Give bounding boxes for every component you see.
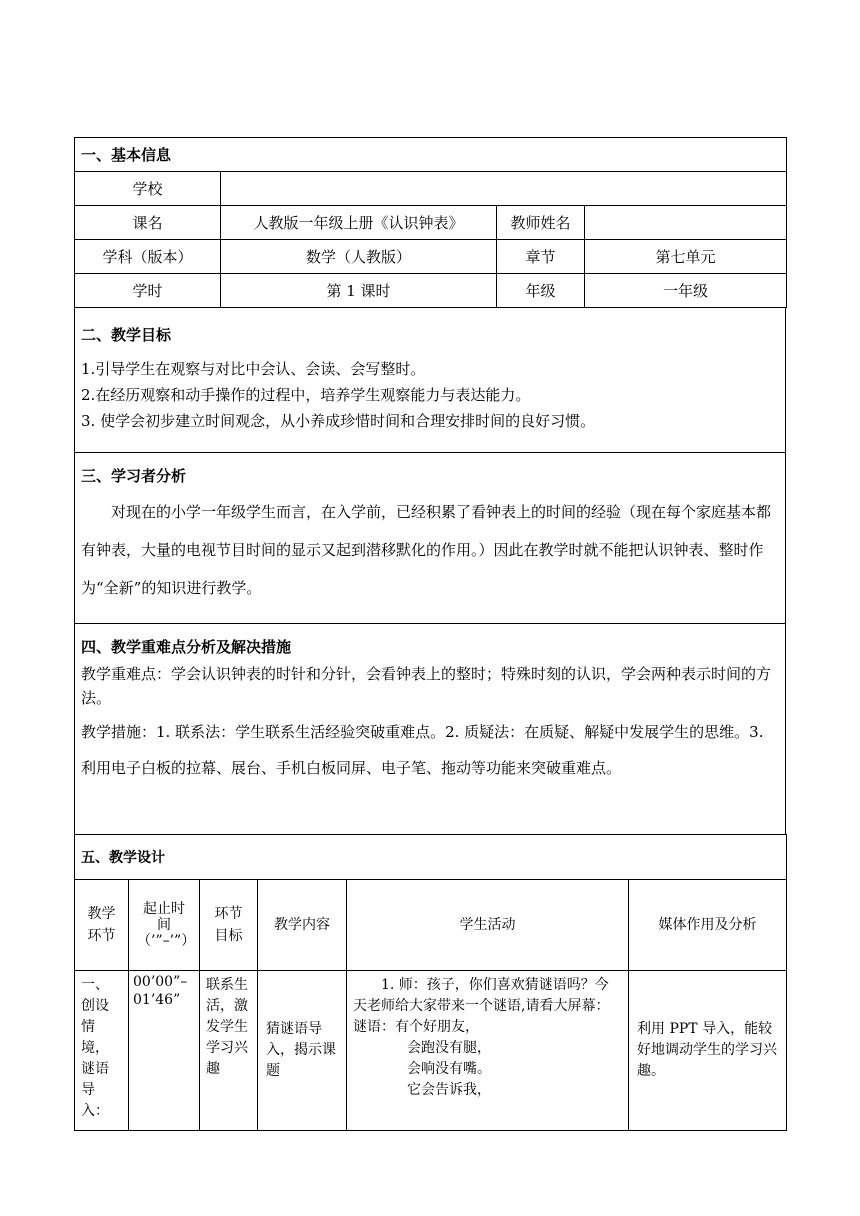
section-title-basic-info: 一、基本信息 bbox=[75, 138, 787, 172]
objective-item-3: 3. 使学会初步建立时间观念，从小养成珍惜时间和合理安排时间的良好习惯。 bbox=[81, 412, 596, 430]
header-goal: 环节目标 bbox=[200, 880, 258, 971]
objective-item-1: 1.引导学生在观察与对比中会认、会读、会写整时。 bbox=[81, 360, 426, 378]
teacher-value bbox=[585, 206, 787, 240]
course-label: 课名 bbox=[75, 206, 221, 240]
section-title-difficulty: 四、教学重难点分析及解决措施 bbox=[81, 638, 292, 656]
teacher-label: 教师姓名 bbox=[497, 206, 585, 240]
section-title-learner-analysis: 三、学习者分析 bbox=[81, 467, 187, 485]
header-content: 教学内容 bbox=[258, 880, 347, 971]
chapter-label: 章节 bbox=[497, 240, 585, 274]
activity-line-3: 会跑没有腿， bbox=[407, 1040, 491, 1056]
learner-analysis-section bbox=[74, 452, 786, 624]
section-title-design: 五、教学设计 bbox=[75, 835, 787, 880]
grade-label: 年级 bbox=[497, 274, 585, 308]
row1-stage: 一、创设情境，谜语导入： bbox=[75, 971, 129, 1131]
subject-value: 数学（人教版） bbox=[221, 240, 497, 274]
objective-item-2: 2.在经历观察和动手操作的过程中，培养学生观察能力与表达能力。 bbox=[81, 386, 531, 404]
row1-activity bbox=[347, 971, 629, 1131]
lesson-plan-document bbox=[74, 137, 786, 1131]
measures-text: 教学措施：1. 联系法：学生联系生活经验突破重难点。2. 质疑法：在质疑、解疑中发展学生的思维。3. 利用电子白板的拉幕、展台、手机白板同屏、电子笔、拖动等功能来突破重难点。 bbox=[81, 723, 764, 777]
activity-line-1: 1. 师：孩子，你们喜欢猜谜语吗？今天老师给大家带来一个谜语,请看大屏幕： bbox=[353, 977, 610, 1014]
section-title-objectives: 二、教学目标 bbox=[81, 326, 172, 344]
chapter-value: 第七单元 bbox=[585, 240, 787, 274]
activity-line-5: 它会告诉我， bbox=[407, 1082, 491, 1098]
grade-value: 一年级 bbox=[585, 274, 787, 308]
school-value bbox=[221, 172, 787, 206]
learner-analysis-text: 对现在的小学一年级学生而言，在入学前，已经积累了看钟表上的时间的经验（现在每个家庭基本都有钟表，大量的电视节目时间的显示又起到潜移默化的作用。）因此在教学时就不能把认识钟表、整时作为“全新”的知识进行教学。 bbox=[81, 503, 772, 597]
row1-content: 猜谜语导入，揭示课题 bbox=[258, 971, 347, 1131]
row1-goal: 联系生活，激发学生学习兴趣 bbox=[200, 971, 258, 1131]
difficulty-text: 教学重难点：学会认识钟表的时针和分针，会看钟表上的整时；特殊时刻的认识，学会两种表示时间的方法。 bbox=[81, 665, 772, 707]
school-label: 学校 bbox=[75, 172, 221, 206]
objectives-section bbox=[74, 307, 786, 453]
header-activity: 学生活动 bbox=[347, 880, 629, 971]
teaching-design-table bbox=[74, 834, 787, 1131]
header-media: 媒体作用及分析 bbox=[629, 880, 787, 971]
difficulty-section bbox=[74, 623, 786, 835]
course-value: 人教版一年级上册《认识钟表》 bbox=[221, 206, 497, 240]
activity-line-4: 会响没有嘴。 bbox=[407, 1061, 491, 1077]
header-time: 起止时间（’”–’”） bbox=[129, 880, 200, 971]
subject-label: 学科（版本） bbox=[75, 240, 221, 274]
basic-info-table bbox=[74, 137, 787, 308]
period-label: 学时 bbox=[75, 274, 221, 308]
activity-line-2: 谜语：有个好朋友， bbox=[353, 1019, 479, 1035]
row1-media: 利用 PPT 导入，能较好地调动学生的学习兴趣。 bbox=[629, 971, 787, 1131]
header-stage: 教学环节 bbox=[75, 880, 129, 971]
row1-time: 00’00”–01’46” bbox=[129, 971, 200, 1131]
period-value: 第 1 课时 bbox=[221, 274, 497, 308]
